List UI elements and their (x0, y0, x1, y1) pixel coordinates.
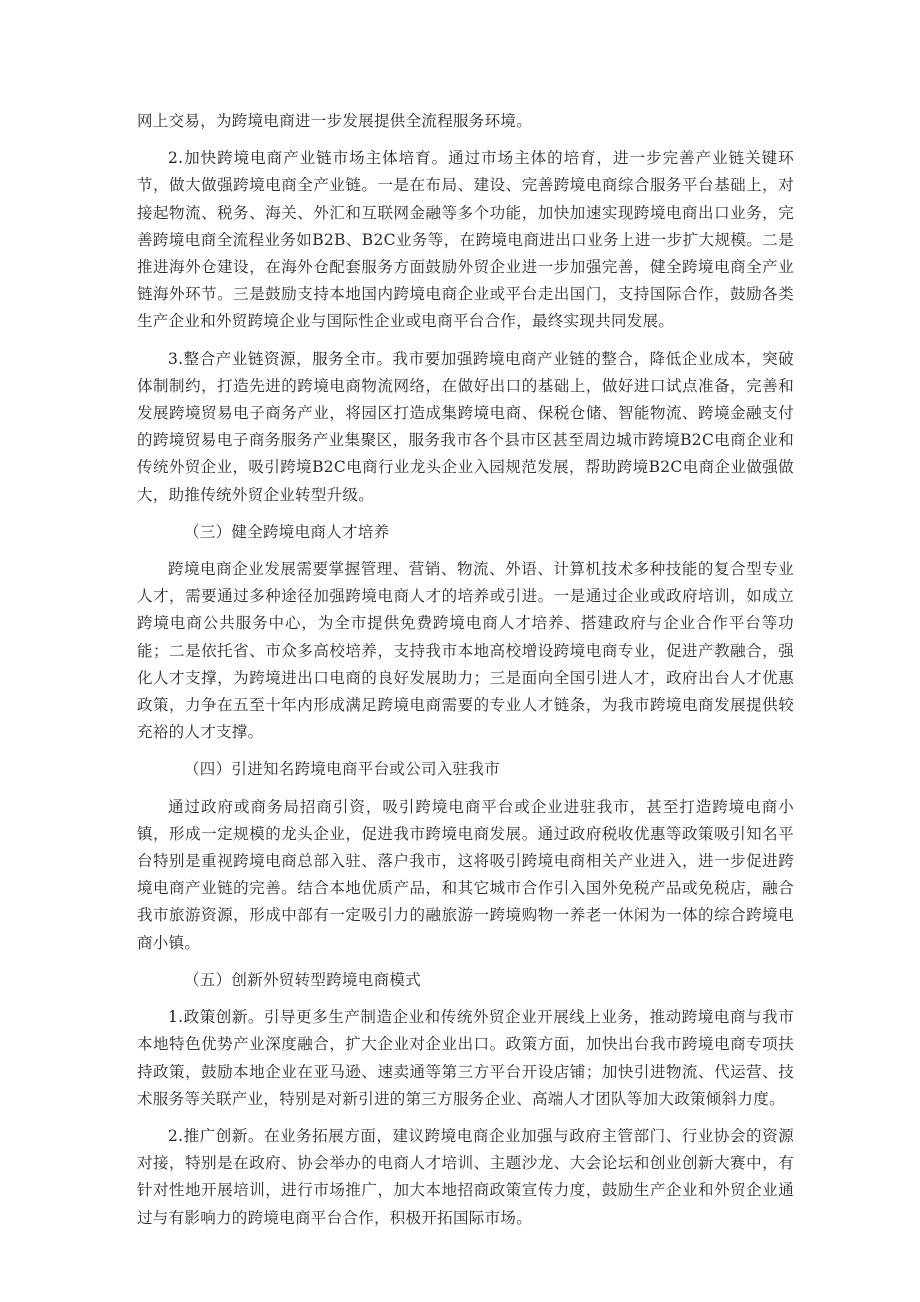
paragraph-lead-title: 2.加快跨境电商产业链市场主体培育。 (168, 149, 449, 168)
paragraph-body: 在业务拓展方面，建议跨境电商企业加强与政府主管部门、行业协会的资源对接，特别是在政府、协会举办的电商人才培训、主题沙龙、大会论坛和创业创新大赛中，有针对性地开展培训，进行市场推广，加大本地招商政策宣传力度，鼓励生产企业和外贸企业通过与有影响力的跨境电商平台合作，积极开拓国际市场。 (137, 1126, 794, 1227)
paragraph-lead-title: 3.整合产业链资源，服务全市。 (168, 349, 393, 368)
paragraph-body: 引导更多生产制造企业和传统外贸企业开展线上业务，推动跨境电商与我市本地特色优势产业深度融合，扩大企业对企业出口。政策方面，加快出台我市跨境电商专项扶持政策，鼓励本地企业在亚马逊、速卖通等第三方平台开设店铺；加快引进物流、代运营、技术服务等关联产业，特别是对新引进的第三方服务企业、高端人才团队等加大政策倾斜力度。 (137, 1008, 794, 1108)
document-page (137, 108, 794, 1232)
paragraph-continuation: 网上交易，为跨境电商进一步发展提供全流程服务环境。 (137, 112, 533, 130)
paragraph-talent: 跨境电商企业发展需要掌握管理、营销、物流、外语、计算机技术多种技能的复合型专业人才，需要通过多种途径加强跨境电商人才的培养或引进。一是通过企业或政府培训，如成立跨境电商公共服务中心，为全市提供免费跨境电商人才培养、搭建政府与企业合作平台等功能；二是依托省、市众多高校培养，支持我市本地高校增设跨境电商专业，促进产教融合，强化人才支撑，为跨境进出口电商的良好发展助力；三是面向全国引进人才，政府出台人才优惠政策，力争在五至十年内形成满足跨境电商需要的专业人才链条，为我市跨境电商发展提供较充裕的人才支撑。 (137, 560, 794, 742)
paragraph-platforms: 通过政府或商务局招商引资，吸引跨境电商平台或企业进驻我市，甚至打造跨境电商小镇，形成一定规模的龙头企业，促进我市跨境电商发展。通过政府税收优惠等政策吸引知名平台特别是重视跨境电商总部入驻、落户我市，这将吸引跨境电商相关产业进入，进一步促进跨境电商产业链的完善。结合本地优质产品，和其它城市合作引入国外免税产品或免税店，融合我市旅游资源，形成中部有一定吸引力的融旅游一跨境购物一养老一休闲为一体的综合跨境电商小镇。 (137, 797, 794, 952)
paragraph-integrate-resources (137, 346, 794, 509)
paragraph-industry-chain (137, 145, 794, 335)
section-heading-platforms: （四）引进知名跨境电商平台或公司入驻我市 (184, 760, 501, 779)
paragraph-promotion-innovation (137, 1123, 794, 1232)
paragraph-body: 我市要加强跨境电商产业链的整合，降低企业成本，突破体制制约，打造先进的跨境电商物流网络，在做好出口的基础上，做好进口试点准备，完善和发展跨境贸易电子商务产业，将园区打造成集跨境电商、保税仓储、智能物流、跨境金融支付的跨境贸易电子商务服务产业集聚区，服务我市各个县市区甚至周边城市跨境B2C电商企业和传统外贸企业，吸引跨境B2C电商行业龙头企业入园规范发展，帮助跨境B2C电商企业做强做大，助推传统外贸企业转型升级。 (137, 349, 794, 504)
paragraph-policy-innovation (137, 1004, 794, 1113)
section-heading-talent: （三）健全跨境电商人才培养 (184, 522, 390, 541)
paragraph-lead-title: 1.政策创新。 (168, 1008, 264, 1027)
section-heading-innovation: （五）创新外贸转型跨境电商模式 (184, 970, 422, 989)
paragraph-lead-title: 2.推广创新。 (168, 1126, 264, 1145)
paragraph-body: 通过市场主体的培育，进一步完善产业链关键环节，做大做强跨境电商全产业链。一是在布局、建设、完善跨境电商综合服务平台基础上，对接起物流、税务、海关、外汇和互联网金融等多个功能，加快加速实现跨境电商出口业务，完善跨境电商全流程业务如B2B、B2C业务等，在跨境电商进出口业务上进一步扩大规模。二是推进海外仓建设，在海外仓配套服务方面鼓励外贸企业进一步加强完善，健全跨境电商全产业链海外环节。三是鼓励支持本地国内跨境电商企业或平台走出国门，支持国际合作，鼓励各类生产企业和外贸跨境企业与国际性企业或电商平台合作，最终实现共同发展。 (137, 149, 794, 331)
